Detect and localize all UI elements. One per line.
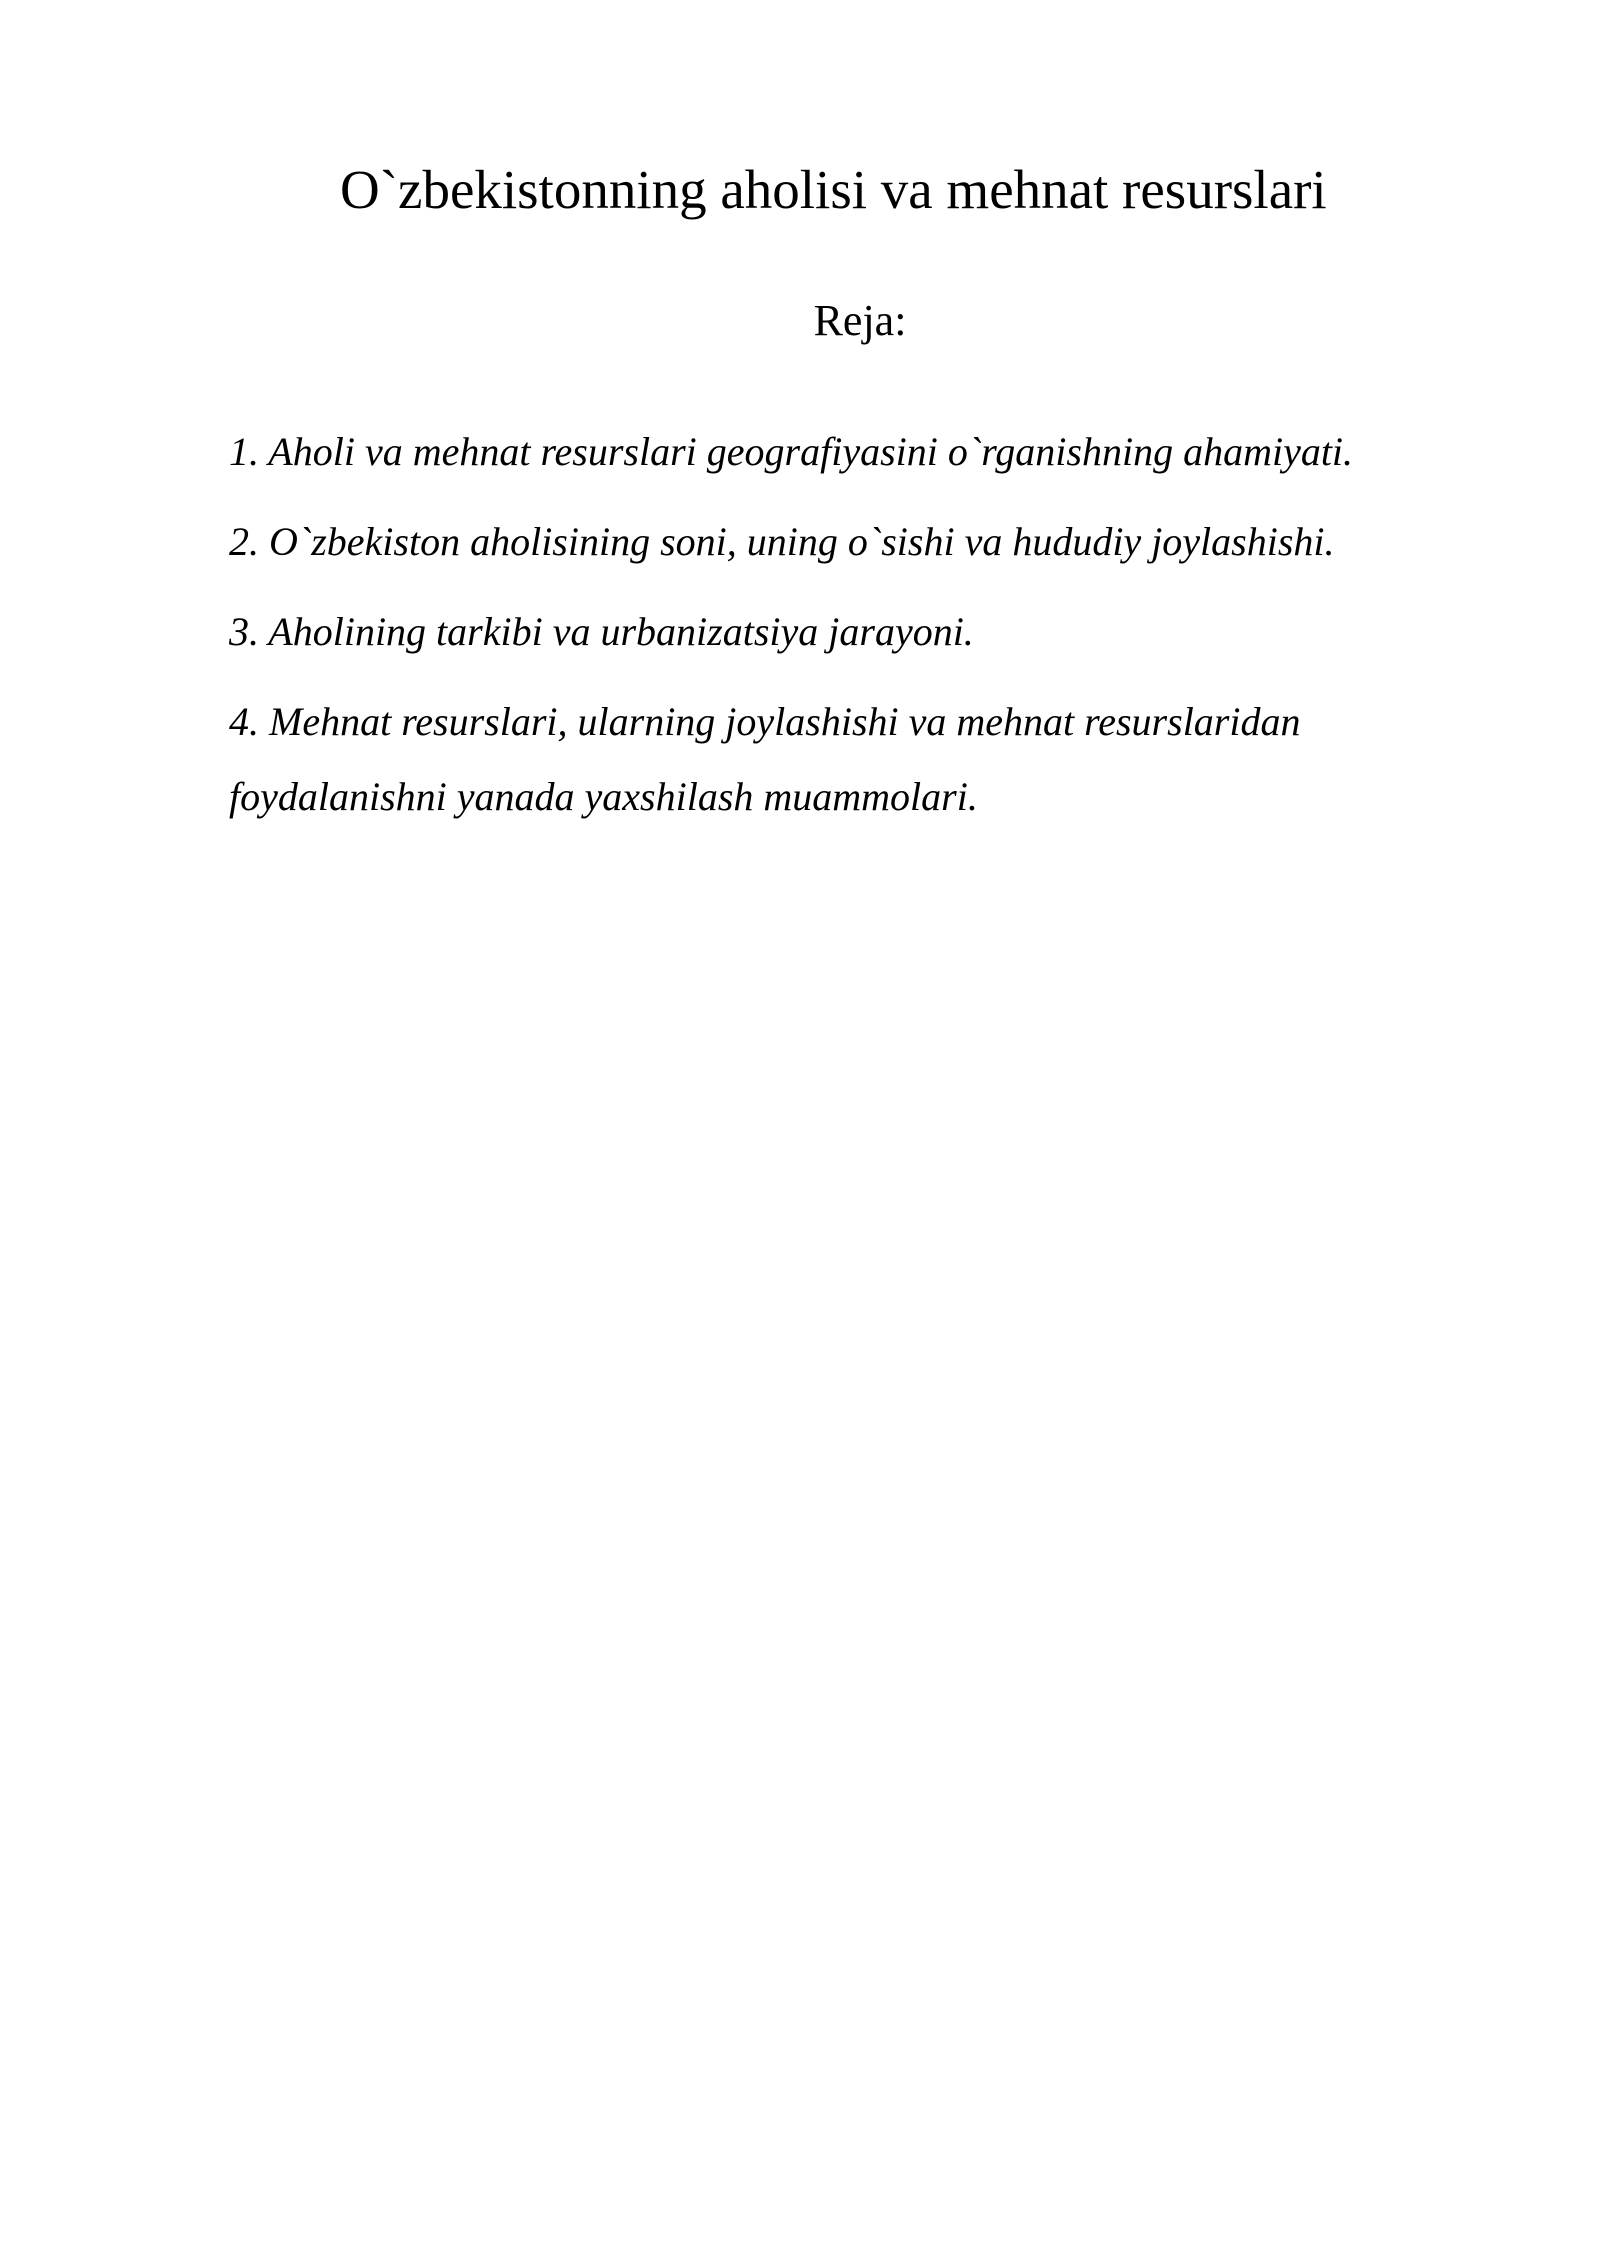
- plan-item-3: 3. Aholining tarkibi va urbanizatsiya jarayoni.: [229, 609, 974, 654]
- plan-list: [229, 414, 1429, 849]
- document-title: O`zbekistonning aholisi va mehnat resurslari: [340, 159, 1327, 220]
- plan-heading: Reja:: [813, 296, 907, 345]
- plan-item-2: 2. O`zbekiston aholisining soni, uning o`sishi va hududiy joylashishi.: [229, 519, 1335, 564]
- plan-item-1: 1. Aholi va mehnat resurslari geografiyasini o`rganishning ahamiyati.: [229, 429, 1354, 474]
- plan-item-4: 4. Mehnat resurslari, ularning joylashishi va mehnat resurslaridan foydalanishni yanada yaxshilash muammolari.: [229, 699, 1301, 819]
